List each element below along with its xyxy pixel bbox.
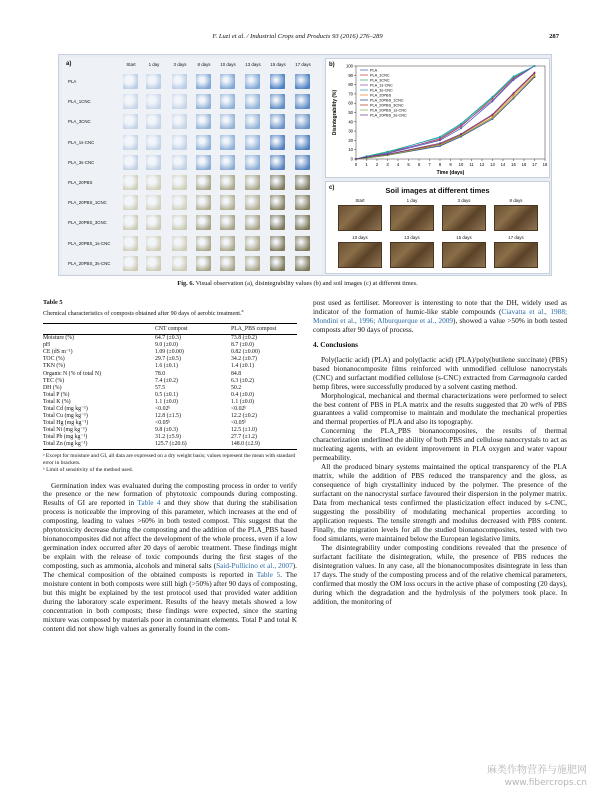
value-cell: <0.02ᵇ [155,405,171,412]
data-point [460,133,462,135]
sample-photo [295,256,310,271]
table-header-row [43,324,297,335]
sample-photo [220,256,235,271]
watermark-line-1: 麻类作物营养与施肥网 [487,765,587,776]
legend-entry: PLA_1s-CNC [370,83,393,88]
data-point [460,123,462,125]
row-label-cell: Total Zn (mg kg⁻¹) [43,441,88,448]
figure-caption-label: Fig. 6. [177,280,195,287]
page-number: 287 [549,33,559,40]
citation-link[interactable]: Ciavatta et al., 1988; Mondini et al., 1996; Alburquerque et al., 2009 [313,306,567,325]
row-label: PLA_3s-CNC [68,159,95,165]
soil-time-label: 10 days [352,235,368,240]
row-label: PLA_1s-CNC [68,139,95,145]
x-tick-label: 15 [511,162,516,167]
row-label: PLA_20PBS_1s-CNC [68,240,111,246]
panel-a-visual-observation [62,58,322,274]
row-label-cell: Total Cu (mg kg⁻¹) [43,413,88,420]
x-tick-label: 18 [542,162,548,167]
sample-photo [220,175,235,190]
figure-caption-text: Visual observation (a), disintegrability values (b) and soil images (c) at different times. [195,280,418,287]
sample-photo [245,175,260,190]
value-cell: 12.8 (±1.5) [155,413,181,420]
data-point [355,158,357,160]
legend-entry: PLA_1CNC [370,73,390,78]
column-header: 17 days [295,62,311,67]
value-cell: 148.0 (±2.9) [231,441,260,448]
sample-photo [146,74,161,89]
sample-photo [270,195,285,210]
value-cell: <0.05ᵇ [155,420,171,427]
row-label-cell: Total Hg (mg kg⁻¹) [43,420,89,427]
value-cell: 7.4 (±0.2) [155,377,178,384]
legend-entry: PLA_3CNC [370,78,390,83]
sample-photo [146,236,161,251]
right-body-text [313,299,567,606]
y-tick-label: 40 [348,119,353,125]
legend-entry: PLA_20PBS_3s-CNC [370,113,407,118]
sample-photo [172,114,187,129]
paragraph: Concerning the PLA_PBS bionanocomposites, the results of thermal characterization underlined the ability of both PBS and cellulose nanocrystals to act as nucleating agents, with an evident improvement in PLA oxygen and water vapour permeability. [313,426,567,463]
soil-time-label: 15 days [456,235,472,240]
sample-photo [270,155,285,170]
x-tick-label: 0 [354,162,358,167]
data-point [513,75,515,77]
table-row [43,441,297,448]
table-row [43,371,297,378]
table-header-cell [43,324,155,335]
soil-photo [390,242,434,268]
row-label-cell: Total Ni (mg kg⁻¹) [43,427,87,434]
value-cell: 0.4 (±0.0) [231,391,254,398]
data-point [513,97,515,99]
watermark-line-2: www.fibercrops.cn [504,778,587,788]
table-5-link[interactable]: Table 5 [256,570,281,580]
sample-photo [196,256,211,271]
paragraph: All the produced binary systems maintained the optical transparency of the PLA matrix, while the addition of PBS reduced the transparency and the gloss, as consequence of high crystallinity induced by the polymer. The presence of the surfactant on the nanocrystal surface favoured their dispersion in the polymer matrix. Data from mechanical tests confirmed the plasticization effect induced by s-CNC, suggesting the possibility of modulating mechanical properties according to application requests. The tensile strength and modulus decreased with PBS content. Finally, the migration levels for all the studied bionanocomposites, tested with two food simulants, were maintained below the European legislative limits. [313,462,567,543]
right-column [313,299,567,606]
sample-photo [220,195,235,210]
left-column [43,299,297,634]
value-cell: 8.7 (±0.0) [231,342,254,349]
value-cell: 1.6 (±0.1) [155,363,178,370]
y-tick-label: 60 [348,100,353,106]
sample-photo [245,94,260,109]
column-header: 15 days [270,62,286,67]
panel-b-label: b) [329,62,335,68]
legend-entry: PLA_20PBS_1CNC [370,98,404,103]
text-run: and they show that during the stabilisation process is noticeable the improving of this parameter, which increases at the end of composting, leading to values >60% in both tested compost. This suggest that the phytotoxicity decrease during the composting and the addition of the PLA_PBS based bionanocomposites did not affect the development of the whole process, even if a low germination index occurred after 20 days of aerobic treatment. These findings might be explain with the release of toxic compounds during the first stages of the composting, such as ammonia, alcohols and mineral salts ( [43,498,298,571]
text-run: Poly(lactic acid) (PLA) and poly(lactic acid) (PLA)/poly(butilene succinate) (PBS) based bionanocomposite films reinforced with unmodified cellulose nanocrystals (CNC) and surfactant modified cellulose (s-CNC) extracted from [313,354,567,382]
figure-caption [0,280,595,287]
sample-photo [172,215,187,230]
soil-time-label: 1 day [406,198,418,203]
text-run: Germination index was evaluated during the composting process in order to verify the presence or the new formation of phytotoxic compounds during composting. Results of GI are reported in [43,480,297,508]
figure-6 [58,54,552,276]
data-point [492,96,494,98]
column-header: 8 days [197,62,211,67]
disintegrability-chart [326,59,551,179]
sample-photo [172,256,187,271]
sample-photo [196,94,211,109]
sample-photo [220,114,235,129]
data-point [534,75,536,77]
x-tick-label: 6 [417,162,421,167]
y-tick-label: 80 [348,82,353,88]
sample-photo [270,175,285,190]
legend-entry: PLA_3s-CNC [370,88,393,93]
table-header-cell: CNT compost [155,324,231,335]
value-cell: 29.7 (±0.5) [155,356,181,363]
sample-photo [270,94,285,109]
data-point [387,153,389,155]
data-point [534,65,536,67]
value-cell: 125.7 (±20.6) [155,441,187,448]
x-tick-label: 12 [479,162,485,167]
value-cell: 27.7 (±1.2) [231,434,257,441]
paragraph [313,299,567,335]
sample-photo [295,195,310,210]
table-5-caption-text: Chemical characteristics of composts obtained after 90 days of aerobic treatment. [43,311,242,318]
x-tick-label: 4 [396,162,400,167]
data-point [460,135,462,137]
text-run: . The moisture content in both composts were still high (>50%) after 90 days of composting, but this might be explained by the test protocol used that provided water addition during the laboratory scale experiment. Results of the heavy metals showed a low concentration in both composts; these findings were expected, since the starting mixture was composed by materials poor in contaminant elements. Total P and total K content did not show high values as generally found in the com- [43,570,298,633]
y-tick-label: 10 [348,147,353,153]
value-cell: 6.3 (±0.2) [231,377,254,384]
text-run: ). The chemical composition of the obtained composts is reported in [43,561,297,580]
x-tick-label: 16 [521,162,527,167]
row-label-cell: TOC (%) [43,356,65,363]
soil-photo [442,242,486,268]
row-label-cell: Organic N (% of total N) [43,370,102,377]
data-point [492,113,494,115]
soil-time-label: 17 days [508,235,524,240]
paragraph [313,356,567,392]
table-row [43,363,297,370]
table-5-caption [43,307,297,318]
table-row [43,385,297,392]
soil-photo [390,205,434,231]
sample-photo [270,236,285,251]
sample-photo [123,256,138,271]
panel-a-column-headers [120,62,320,70]
sample-photo [295,155,310,170]
sample-photo [196,114,211,129]
row-label: PLA_20PBS [68,180,93,185]
data-point [366,156,368,158]
soil-photo [494,242,538,268]
sample-photo [295,175,310,190]
table-row [43,392,297,399]
panel-c-soil-images [325,181,550,274]
sample-photo [295,94,310,109]
table-row [43,406,297,413]
sample-photo [220,94,235,109]
sample-photo [220,135,235,150]
value-cell: 50.2 [231,384,242,391]
value-cell: 1.4 (±0.1) [231,363,254,370]
sample-photo [220,215,235,230]
sample-photo [295,135,310,150]
sample-photo [123,195,138,210]
running-title: F. Luzi et al. / Industrial Crops and Products 93 (2016) 276–289 [212,33,383,40]
row-label: PLA_1CNC [68,99,91,105]
value-cell: 0.5 (±0.1) [155,391,178,398]
sample-photo [270,74,285,89]
row-label-cell: Total Cd (mg kg⁻¹) [43,405,88,412]
sample-photo [172,155,187,170]
sample-photo [295,236,310,251]
sample-photo [146,195,161,210]
table-5-footnote-b: ᵇ Limit of sensitivity of the method used. [43,466,133,473]
row-label-cell: pH [43,342,51,349]
x-tick-label: 1 [365,162,368,167]
x-tick-label: 11 [469,162,474,167]
row-label-cell: Moisture (%) [43,335,75,342]
sample-photo [270,256,285,271]
x-tick-label: 10 [458,162,464,167]
paragraph: The disintegrability under composting conditions revealed that the presence of surfactant facilitate the disintegration, while, the presence of PBS reduces the disintegration values. In any case, all the bionanocomposites disintegrate in less than 17 days. The study of the composting process and of the relative chemical parameters, confirmed that mostly the OM loss occurs in the active phase of composting (20 days), during which the degradation and the hydrolysis of the polymers took place. In addition, the monitoring of [313,542,567,606]
value-cell: 12.5 (±1.0) [231,427,257,434]
table-5-title: Table 5 [43,299,63,306]
soil-photo [494,205,538,231]
panel-c-label: c) [329,185,335,191]
sample-photo [295,74,310,89]
legend-entry: PLA_20PBS [370,93,392,98]
data-point [439,136,441,138]
paragraph [43,482,297,634]
x-tick-label: 3 [386,162,389,167]
value-cell: 9.8 (±0.3) [155,427,178,434]
row-label-cell: Total Pb (mg kg⁻¹) [43,434,88,441]
data-point [439,138,441,140]
y-tick-label: 90 [348,72,353,78]
text-run: post used as fertiliser. Moreover is interesting to note that the DH, widely used as indicator of the formation of humic-like stable compounds ( [313,298,567,316]
sample-photo [123,215,138,230]
sample-photo [123,236,138,251]
text-run: ), showed a value >50% in both tested composts after 90 days of process. [313,315,567,334]
row-label-cell: Total K (%) [43,398,71,405]
text-run: carded hemp fibres, were successfully produced by a solvent casting method. [313,372,567,391]
row-label: PLA_3CNC [68,119,91,125]
y-tick-label: 70 [348,91,353,97]
sample-photo [172,74,187,89]
sample-photo [123,175,138,190]
sample-photo [196,74,211,89]
column-header: 13 days [245,62,261,67]
y-tick-label: 0 [350,156,353,162]
table-row [43,378,297,385]
sample-photo [123,135,138,150]
data-point [492,100,494,102]
value-cell: 9.0 (±0.0) [155,342,178,349]
value-cell: 1.09 (±0.00) [155,349,184,356]
sample-photo [146,155,161,170]
soil-photo [338,205,382,231]
value-cell: 34.2 (±0.7) [231,356,257,363]
x-tick-label: 8 [438,162,442,167]
sample-photo [196,175,211,190]
panel-a-label: a) [66,61,72,67]
soil-photo [338,242,382,268]
sample-photo [172,175,187,190]
column-header: Start [126,62,136,67]
data-point [513,78,515,80]
running-head [0,33,595,45]
data-point [460,125,462,127]
y-tick-label: 50 [348,110,353,115]
sample-photo [172,94,187,109]
sample-photo [245,135,260,150]
column-header: 3 days [173,62,187,67]
sample-photo [172,236,187,251]
y-tick-label: 30 [348,128,353,134]
data-point [513,92,515,94]
legend-entry: PLA_20PBS_1s-CNC [370,108,407,113]
sample-photo [123,74,138,89]
data-point [534,72,536,74]
sample-photo [172,135,187,150]
data-point [387,152,389,154]
sample-photo [270,114,285,129]
data-point [439,142,441,144]
table-5-caption-sup: a [241,308,244,313]
sample-photo [146,135,161,150]
sample-photo [123,114,138,129]
y-tick-label: 20 [348,137,353,143]
sample-photo [146,215,161,230]
value-cell: 73.8 (±0.2) [231,335,257,342]
soil-time-label: Start [355,198,365,203]
panel-b-disintegrability-chart [325,58,550,178]
row-label-cell: Total P (%) [43,391,70,398]
sample-photo [196,195,211,210]
legend-entry: PLA [370,68,378,73]
sample-photo [245,215,260,230]
table-5-footnote-a: ᵃ Except for moisture and GI, all data are expressed on a dry weight basis; values represent the mean with standard error in brackets. [43,452,296,466]
sample-photo [245,74,260,89]
x-tick-label: 14 [500,162,506,167]
sample-photo [245,195,260,210]
soil-time-label: 13 days [404,235,420,240]
sample-photo [196,236,211,251]
value-cell: <0.05ᵇ [231,420,247,427]
citation-link[interactable]: Said-Pullicino et al., 2007 [216,561,293,571]
table-row [43,335,297,343]
sample-photo [196,135,211,150]
sample-photo [295,215,310,230]
x-tick-label: 9 [449,162,452,167]
sample-photo [220,236,235,251]
table-row [43,399,297,406]
row-label-cell: TKN (%) [43,363,66,370]
sample-photo [245,114,260,129]
soil-photo [442,205,486,231]
x-axis-label: Time (days) [436,170,465,176]
sample-photo [146,256,161,271]
data-point [460,127,462,129]
row-label-cell: DH (%) [43,384,62,391]
value-cell: 84.8 [231,370,242,377]
value-cell: 0.82 (±0.00) [231,349,260,356]
data-point [513,95,515,97]
column-header: 10 days [220,62,236,67]
x-tick-label: 5 [407,162,410,167]
table-5 [43,323,297,450]
sample-photo [220,155,235,170]
section-heading-conclusions: 4. Conclusions [313,339,359,349]
y-tick-label: 100 [346,63,353,69]
x-tick-label: 13 [490,162,495,167]
value-cell: 1.1 (±0.0) [155,398,178,405]
y-axis-label: Disintegrability (%) [332,89,338,136]
value-cell: 57.5 [155,384,166,391]
value-cell: 78.0 [155,370,166,377]
data-point [439,144,441,146]
sample-photo [196,215,211,230]
sample-photo [270,215,285,230]
value-cell: 64.7 (±0.3) [155,335,181,342]
row-label: PLA [68,79,77,84]
data-point [492,117,494,119]
soil-time-label: 3 days [457,198,471,203]
column-header: 1 day [148,62,160,67]
value-cell: <0.02ᵇ [231,405,247,412]
row-label: PLA_20PBS_3s-CNC [68,260,111,266]
value-cell: 1.1 (±0.0) [231,398,254,405]
x-tick-label: 7 [428,162,431,167]
x-tick-label: 17 [532,162,537,167]
sample-photo [220,74,235,89]
sample-photo [245,256,260,271]
left-body-text [43,482,297,634]
sample-photo [146,94,161,109]
legend-entry: PLA_20PBS_3CNC [370,103,404,108]
value-cell: 12.2 (±0.2) [231,413,257,420]
sample-photo [172,195,187,210]
sample-photo [245,236,260,251]
sample-photo [270,135,285,150]
table-4-link[interactable]: Table 4 [137,498,161,508]
paragraph: Morphological, mechanical and thermal characterizations were performed to select the best content of PBS in PLA matrix and the results suggested that 20 wt% of PBS guarantees a valid compromise to maintain and modulate the mechanical properties and thermal properties of PLA and also its topography. [313,390,567,427]
sample-photo [196,155,211,170]
x-tick-label: 2 [375,162,379,167]
row-label: PLA_20PBS_3CNC [68,220,107,226]
sample-photo [146,114,161,129]
sample-photo [123,94,138,109]
italic-text: Carmagnola [508,372,546,382]
row-label-cell: CE (dS m⁻¹) [43,349,73,356]
soil-images-title: Soil images at different times [385,186,490,195]
row-label-cell: TEC (%) [43,377,65,384]
sample-photo [146,175,161,190]
soil-time-label: 8 days [509,198,523,203]
row-label: PLA_20PBS_1CNC [68,200,107,206]
sample-photo [123,155,138,170]
sample-photo [245,155,260,170]
value-cell: 31.2 (±5.9) [155,434,181,441]
sample-photo [295,114,310,129]
table-header-cell: PLA_PBS compost [231,324,297,335]
